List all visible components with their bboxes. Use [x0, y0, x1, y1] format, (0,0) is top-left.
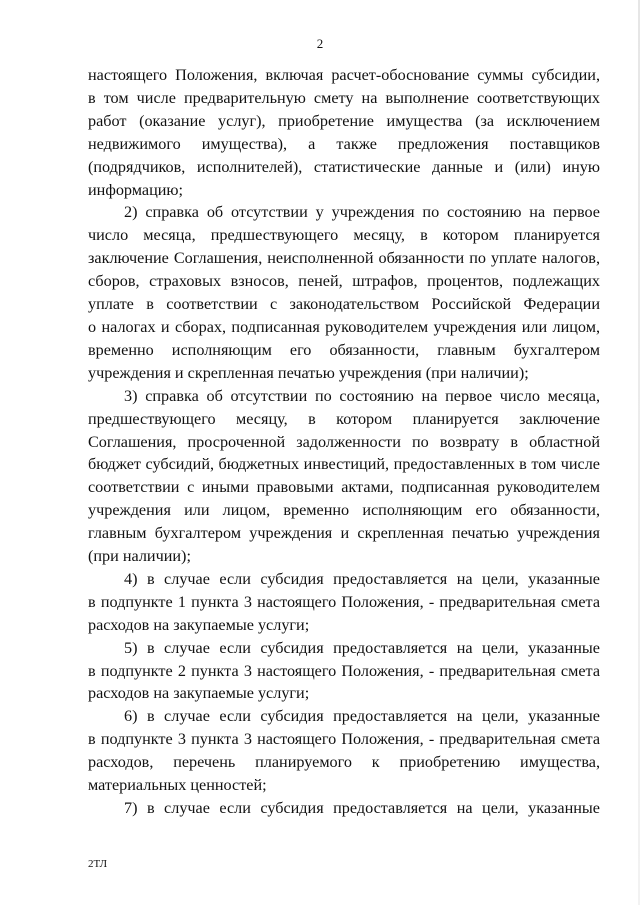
paragraph-5	[88, 637, 600, 706]
paragraph-line: 3) справка об отсутствии по состоянию на первое число месяца,	[124, 386, 600, 405]
paragraph-line: 4) в случае если субсидия предоставляется на цели, указанные	[124, 569, 600, 588]
paragraph-line: временно исполняющим его обязанности, главным бухгалтером	[88, 340, 600, 359]
paragraph-line: бюджет субсидий, бюджетных инвестиций, предоставленных в том числе	[88, 455, 600, 474]
paragraph-line: число месяца, предшествующего месяцу, в котором планируется	[88, 226, 600, 245]
paragraph-2	[88, 201, 600, 384]
paragraph-line: расходов на закупаемые услуги;	[88, 684, 310, 703]
paragraph-7	[88, 797, 600, 820]
paragraph-line: 7) в случае если субсидия предоставляется на цели, указанные	[124, 799, 600, 817]
paragraph-line: сборов, страховых взносов, пеней, штрафов, процентов, подлежащих	[88, 272, 600, 291]
paragraph-1	[88, 64, 600, 201]
paragraph-line: в подпункте 2 пункта 3 настоящего Положения, - предварительная смета	[88, 661, 600, 680]
paragraph-line: (при наличии);	[88, 547, 191, 566]
paragraph-line: 5) в случае если субсидия предоставляется на цели, указанные	[124, 638, 600, 657]
paragraph-line: (подрядчиков, исполнителей), статистические данные и (или) иную	[88, 157, 600, 176]
paragraph-line: о налогах и сборах, подписанная руководителем учреждения или лицом,	[88, 317, 600, 336]
document-code: 2ТЛ	[88, 858, 108, 870]
paragraph-line: в подпункте 3 пункта 3 настоящего Положения, - предварительная смета	[88, 730, 600, 749]
paragraph-line: главным бухгалтером учреждения и скрепленная печатью учреждения	[88, 524, 600, 543]
paragraph-line: предшествующего месяцу, в котором планируется заключение	[88, 409, 600, 428]
paragraph-line: учреждения или лицом, временно исполняющим его обязанности,	[88, 501, 600, 520]
paragraph-line: уплате в соответствии с законодательством Российской Федерации	[88, 295, 600, 314]
paragraph-line: расходов, перечень планируемого к приобретению имущества,	[88, 753, 600, 772]
paragraph-line: 6) в случае если субсидия предоставляется на цели, указанные	[124, 707, 600, 726]
paragraph-line: 2) справка об отсутствии у учреждения по состоянию на первое	[124, 203, 600, 222]
paragraph-line: работ (оказание услуг), приобретение имущества (за исключением	[88, 111, 600, 130]
paragraph-6	[88, 705, 600, 797]
paragraph-line: в подпункте 1 пункта 3 настоящего Положения, - предварительная смета	[88, 592, 600, 611]
paragraph-line: недвижимого имущества), а также предложения поставщиков	[88, 134, 600, 153]
paragraph-line: расходов на закупаемые услуги;	[88, 615, 310, 634]
document-body	[88, 64, 600, 820]
paragraph-line: материальных ценностей;	[88, 776, 267, 795]
paragraph-line: информацию;	[88, 180, 183, 199]
paragraph-line: в том числе предварительную смету на выполнение соответствующих	[88, 88, 600, 107]
paragraph-line: учреждения и скрепленная печатью учреждения (при наличии);	[88, 363, 529, 382]
paragraph-line: заключение Соглашения, неисполненной обязанности по уплате налогов,	[88, 249, 600, 268]
paragraph-4	[88, 568, 600, 637]
paragraph-line: соответствии с иными правовыми актами, подписанная руководителем	[88, 478, 600, 497]
paragraph-3	[88, 385, 600, 568]
paragraph-line: настоящего Положения, включая расчет-обоснование суммы субсидии,	[88, 66, 600, 84]
page-number: 2	[316, 36, 324, 51]
paragraph-line: Соглашения, просроченной задолженности по возврату в областной	[88, 432, 600, 451]
